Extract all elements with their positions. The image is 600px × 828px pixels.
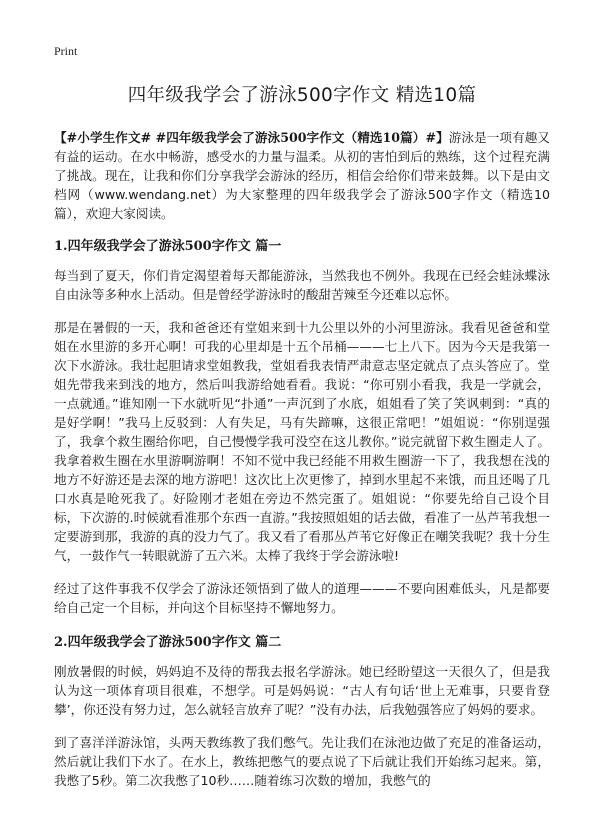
paragraph: 那是在暑假的一天，我和爸爸还有堂姐来到十九公里以外的小河里游泳。我看见爸爸和堂姐在水里游的多开心啊！可我的心里却是十五个吊桶———七上八下。因为今天是我第一次下水游泳。我壮起胆请求堂姐教我，堂姐看我表情严肃意志坚定就点了点头答应了。堂姐先带我来到浅的地方，然后叫我游给她看看。我说：“你可别小看我，我是一学就会，一点就通。”谁知刚一下水就听见“扑通”一声沉到了水底，姐姐看了笑了笑讽刺到：“真的是好学啊！”我马上反驳到：人有失足，马有失蹄嘛，这很正常吧！”姐姐说：“你别逞强了，我拿个救生圈给你吧，自己慢慢学我可没空在这儿教你。”说完就留下救生圈走人了。我拿着救生圈在水里游啊游啊！不知不觉中我已经能不用救生圈游一下了，我我想在浅的地方不好游还是去深的地方游吧！这次比上次更惨了，掉到水里起不来饿，而且还喝了几口水真是呛死我了。好险刚才老姐在旁边不然完蛋了。姐姐说：“你要先给自己设个目标，下次游的.时候就看准那个东西一直游。”我按照姐姐的话去做，看准了一丛芦苇我想一定要游到那，我游的真的没力气了。我又看了看那丛芦苇它好像正在嘲笑我呢？我十分生气，一鼓作气一转眼就游了五六米。太棒了我终于学会游泳啦!: [54, 320, 550, 563]
intro-tags: 【#小学生作文# #四年级我学会了游泳500字作文（精选10篇）#】: [54, 130, 449, 145]
paragraph: 经过了这件事我不仅学会了游泳还领悟到了做人的道理———不要向困难低头，凡是都要给自己定一个目标，并向这个目标坚持不懈地努力。: [54, 581, 550, 615]
document-title: 四年级我学会了游泳500字作文 精选10篇: [127, 85, 477, 106]
intro-paragraph: [54, 128, 550, 223]
paragraph: 每当到了夏天，你们肯定渴望着每天都能游泳，当然我也不例外。我现在已经会蛙泳蝶泳自由泳等多种水上活动。但是曾经学游泳时的酸甜苦辣至今还难以忘怀。: [54, 268, 550, 302]
print-label: Print: [54, 44, 78, 58]
paragraph: 到了喜洋洋游泳馆，头两天教练教了我们憋气。先让我们在泳池边做了充足的准备运动，然后就让我们下水了。在水上，教练把憋气的要点说了下后就让我们开始练习起来。第，我憋了5秒。第二次我憋了10秒……随着练习次数的增加，我憋气的: [54, 735, 550, 788]
section-heading-2: 2.四年级我学会了游泳500字作文 篇二: [54, 635, 282, 650]
intro-text: 游泳是一项有趣又有益的运动。在水中畅游，感受水的力量与温柔。从初的害怕到后的熟练，这个过程充满了挑战。现在，让我和你们分享我学会游泳的经历，相信会给你们带来鼓舞。以下是由文档网（www.wendang.net）为大家整理的四年级我学会了游泳500字作文（精选10篇），欢迎大家阅读。: [54, 130, 550, 221]
section-heading-1: 1.四年级我学会了游泳500字作文 篇一: [54, 239, 282, 254]
paragraph: 刚放暑假的时候，妈妈迫不及待的帮我去报名学游泳。她已经盼望这一天很久了，但是我认为这一项体育项目很难，不想学。可是妈妈说：“古人有句话‘世上无难事，只要肯登攀’，你还没有努力过，怎么就轻言放弃了呢？”没有办法，后我勉强答应了妈妈的要求。: [54, 664, 550, 717]
